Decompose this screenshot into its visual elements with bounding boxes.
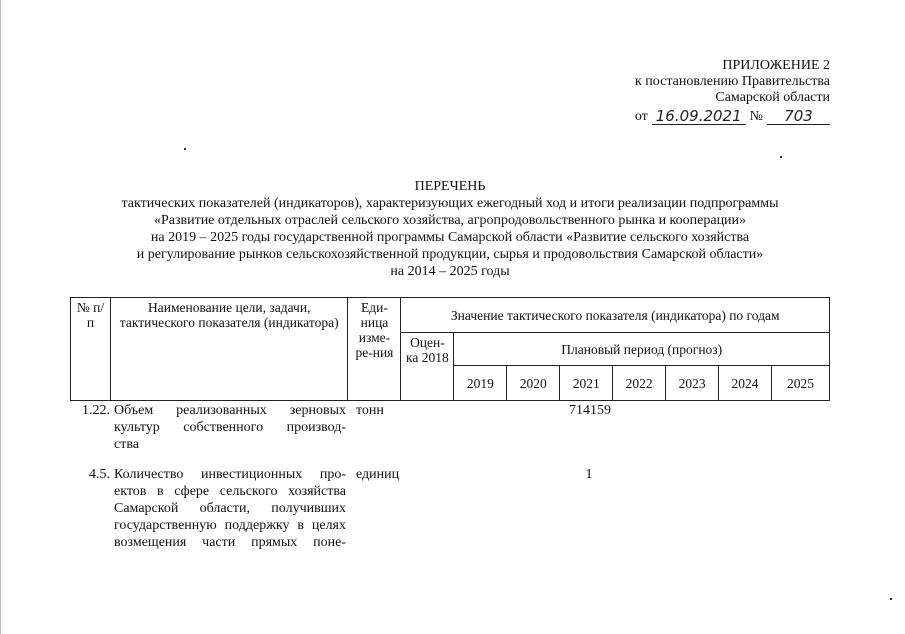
document-title	[70, 178, 830, 280]
header-plan-cell: Плановый период (прогноз)	[454, 333, 830, 366]
row-unit: тонн	[356, 403, 384, 418]
row-name	[114, 466, 346, 551]
scan-speck	[780, 156, 782, 158]
row-name-line: государственную поддержку в целях	[114, 518, 346, 533]
date-number-line	[590, 108, 830, 125]
row-value-2021: 1	[585, 467, 593, 482]
header-unit-cell: Еди-ница изме-ре-ния	[348, 298, 401, 401]
row-name-line: Объем реализованных зерновых	[114, 403, 346, 418]
header-estimate-cell: Оцен-ка 2018	[401, 333, 454, 401]
region-line: Самарской области	[715, 90, 830, 105]
number-field[interactable]: 703	[767, 108, 830, 125]
row-name	[114, 402, 346, 453]
title-line-5: на 2014 – 2025 годы	[390, 264, 510, 279]
title-line-4: и регулирование рынков сельскохозяйственной продукции, сырья и продовольствия Самарской области»	[136, 247, 764, 262]
scan-speck	[184, 148, 186, 150]
header-year-cell: 2021	[560, 366, 613, 401]
row-number: 1.22.	[82, 403, 110, 418]
from-label: от	[634, 109, 648, 124]
row-value-2021: 714159	[569, 403, 611, 418]
header-year-cell: 2022	[613, 366, 666, 401]
resolution-line: к постановлению Правительства	[634, 74, 830, 89]
scan-speck	[890, 598, 892, 600]
header-year-cell: 2023	[666, 366, 719, 401]
row-name-line: Количество инвестиционных про-	[114, 467, 346, 482]
date-field[interactable]: 16.09.2021	[652, 108, 746, 125]
row-name-line: ства	[114, 437, 139, 452]
row-name-line: ектов в сфере сельского хозяйства	[114, 484, 346, 499]
header-year-cell: 2024	[719, 366, 772, 401]
title-line-1: тактических показателей (индикаторов), характеризующих ежегодный ход и итоги реализации подпрограммы	[121, 196, 779, 211]
page-edge	[0, 0, 1, 634]
row-name-line: Самарской области, получивших	[114, 501, 346, 516]
row-number: 4.5.	[89, 467, 110, 482]
title-heading: ПЕРЕЧЕНЬ	[414, 179, 486, 194]
header-name-cell: Наименование цели, задачи, тактического показателя (индикатора)	[110, 298, 348, 401]
title-line-3: на 2019 – 2025 годы государственной программы Самарской области «Развитие сельского хозяйства	[150, 230, 750, 245]
appendix-label: ПРИЛОЖЕНИЕ 2	[722, 58, 830, 73]
row-name-line: возмещения части прямых поне-	[114, 535, 346, 550]
header-year-cell: 2019	[454, 366, 507, 401]
number-label: №	[749, 109, 763, 124]
indicator-table-header	[70, 297, 830, 401]
title-line-2: «Развитие отдельных отраслей сельского хозяйства, агропродовольственного рынка и кооперации»	[153, 213, 747, 228]
header-values-cell: Значение тактического показателя (индикатора) по годам	[401, 298, 830, 333]
header-year-cell: 2020	[507, 366, 560, 401]
header-num-cell: № п/п	[71, 298, 111, 401]
header-year-cell: 2025	[772, 366, 830, 401]
row-name-line: культур собственного производ-	[114, 420, 346, 435]
row-unit: единиц	[356, 467, 400, 482]
approval-block	[590, 58, 830, 125]
